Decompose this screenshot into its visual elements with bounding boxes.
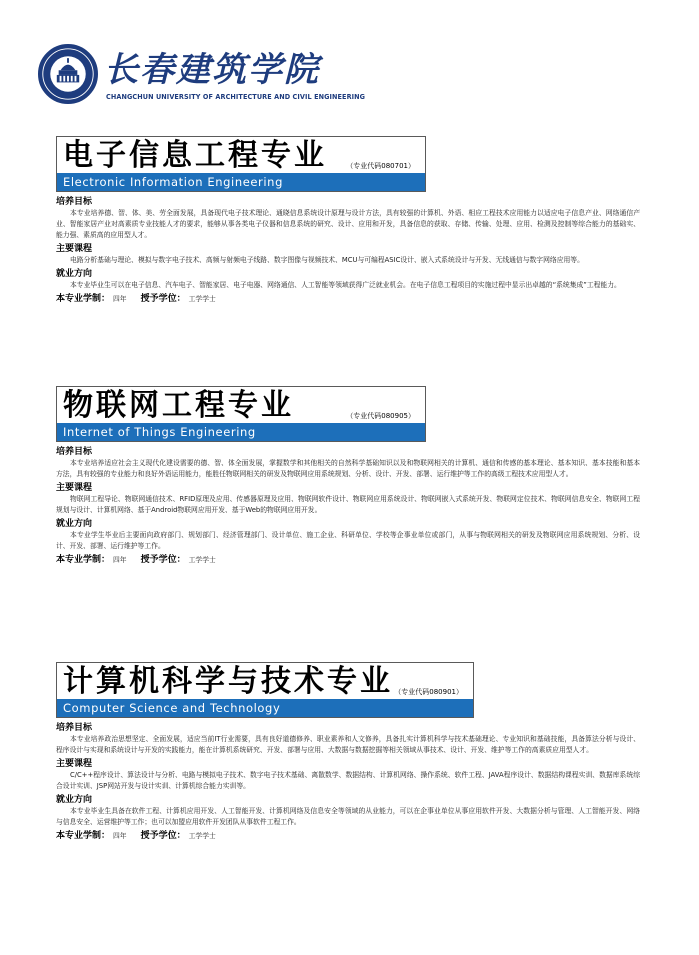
major-banner [56, 386, 426, 442]
major-banner [56, 662, 474, 718]
career-heading: 就业方向 [56, 519, 93, 529]
major-section-iot [56, 386, 640, 567]
courses-heading: 主要课程 [56, 483, 93, 493]
degree-label: 授予学位： [140, 555, 186, 565]
university-seal-icon [40, 46, 96, 102]
degree-value: 工学学士 [188, 556, 216, 564]
degree-value: 工学学士 [188, 295, 216, 303]
university-header [38, 42, 366, 106]
courses-heading: 主要课程 [56, 759, 93, 769]
duration-label: 本专业学制： [56, 294, 111, 304]
goal-text: 本专业培养德、智、体、美、劳全面发展，具备现代电子技术理论、通晓信息系统设计原理与设计方法，具有较强的计算机、外语、相应工程技术应用能力以适应电子信息产业、网络通信产业、智能家居产业对高素质专业技能人才的要求，能够从事各类电子仪器和信息系统的研究、设计、应用和开发，具备信息的获取、存储、传输、处理、应用、检测及控制等综合能力的基础实、能力强、素质高的应用型人才。 [56, 209, 640, 239]
major-english-title: Electronic Information Engineering [63, 175, 283, 189]
duration-degree-line [56, 554, 640, 567]
major-title: 计算机科学与技术专业 [63, 664, 393, 699]
major-english-title: Internet of Things Engineering [63, 425, 256, 439]
major-english-title: Computer Science and Technology [63, 701, 281, 715]
duration-value: 四年 [113, 556, 127, 564]
duration-label: 本专业学制： [56, 831, 111, 841]
courses-heading: 主要课程 [56, 244, 93, 254]
major-english-bar [57, 173, 425, 191]
career-heading: 就业方向 [56, 269, 93, 279]
courses-text: C/C++程序设计、算法设计与分析、电路与模拟电子技术、数字电子技术基础、离散数学、数据结构、计算机网络、操作系统、软件工程、JAVA程序设计、数据结构课程实训、数据库系统综合设计实训、JSP网站开发与设计实训、计算机综合能力实训等。 [56, 771, 640, 790]
career-text: 本专业毕业生具备在软件工程、计算机应用开发、人工智能开发、计算机网络及信息安全等领域的从业能力，可以在企事业单位从事应用软件开发、大数据分析与管理、人工智能开发、网络与信息安全、运营维护等工作；也可以加盟应用软件开发团队从事软件工程工作。 [56, 807, 640, 826]
duration-label: 本专业学制： [56, 555, 111, 565]
goal-text: 本专业培养政治思想坚定、全面发展，适应当前IT行业需要，具有良好道德修养、职业素养和人文修养，具备扎实计算机科学与技术基础理论、专业知识和基础技能，具备算法分析与设计、程序设计与实现和系统设计与开发的实践能力，能在计算机系统研究、开发、部署与应用、大数据与数据挖掘等相关领域从事技术、设计、开发、维护等工作的高素质应用型人才。 [56, 735, 640, 754]
goal-heading: 培养目标 [56, 197, 93, 207]
duration-value: 四年 [113, 832, 127, 840]
major-title: 电子信息工程专业 [63, 138, 327, 173]
university-logo [38, 44, 98, 104]
major-content [56, 196, 640, 306]
career-text: 本专业学生毕业后主要面向政府部门、规划部门、经济管理部门、设计单位、施工企业、科研单位、学校等企事业单位或部门，从事与物联网相关的研发及物联网应用系统规划、分析、设计、开发、部署、运行维护等工作。 [56, 531, 640, 550]
career-text: 本专业毕业生可以在电子信息、汽车电子、智能家居、电子电器、网络通信、人工智能等领域获得广泛就业机会。在电子信息工程项目的实施过程中显示出卓越的“系统集成”工程能力。 [70, 281, 621, 289]
career-heading: 就业方向 [56, 795, 93, 805]
goal-heading: 培养目标 [56, 723, 93, 733]
major-section-electronic [56, 136, 640, 306]
major-content [56, 722, 640, 843]
duration-value: 四年 [113, 295, 127, 303]
university-name-english: CHANGCHUN UNIVERSITY OF ARCHITECTURE AND CIVIL ENGINEERING [106, 92, 366, 101]
courses-text: 电路分析基础与理论、模拟与数字电子技术、高频与射频电子线路、数字图像与视频技术、MCU与可编程ASIC设计、嵌入式系统设计与开发、无线通信与数字网络应用等。 [70, 256, 584, 264]
major-english-bar [57, 699, 473, 717]
goal-text: 本专业培养适应社会主义现代化建设需要的德、智、体全面发展，掌握数学和其他相关的自然科学基础知识以及和物联网相关的计算机、通信和传感的基本理论、基本知识、基本技能和基本方法，具有较强的专业能力和良好外语运用能力，能胜任物联网相关的研发及物联网应用系统规划、分析、设计、开发、部署、运行维护等工作的高级工程技术应用型人才。 [56, 459, 640, 478]
courses-text: 物联网工程导论、物联网通信技术、RFID原理及应用、传感器原理及应用、物联网软件设计、物联网应用系统设计、物联网嵌入式系统开发、物联网定位技术、物联网信息安全、物联网工程规划与设计、计算机网络、基于Android物联网应用开发、基于Web的物联网应用开发。 [56, 495, 640, 514]
goal-heading: 培养目标 [56, 447, 93, 457]
major-section-computer [56, 662, 640, 843]
degree-label: 授予学位： [140, 831, 186, 841]
major-title: 物联网工程专业 [63, 388, 294, 423]
major-banner [56, 136, 426, 192]
degree-value: 工学学士 [188, 832, 216, 840]
duration-degree-line [56, 293, 640, 306]
major-code: （专业代码080701） [346, 162, 415, 170]
degree-label: 授予学位： [140, 294, 186, 304]
university-name-chinese: 长春建筑学院 [104, 50, 320, 90]
major-code: （专业代码080905） [346, 412, 415, 420]
major-content [56, 446, 640, 567]
duration-degree-line [56, 830, 640, 843]
major-code: （专业代码080901） [394, 688, 463, 696]
major-english-bar [57, 423, 425, 441]
